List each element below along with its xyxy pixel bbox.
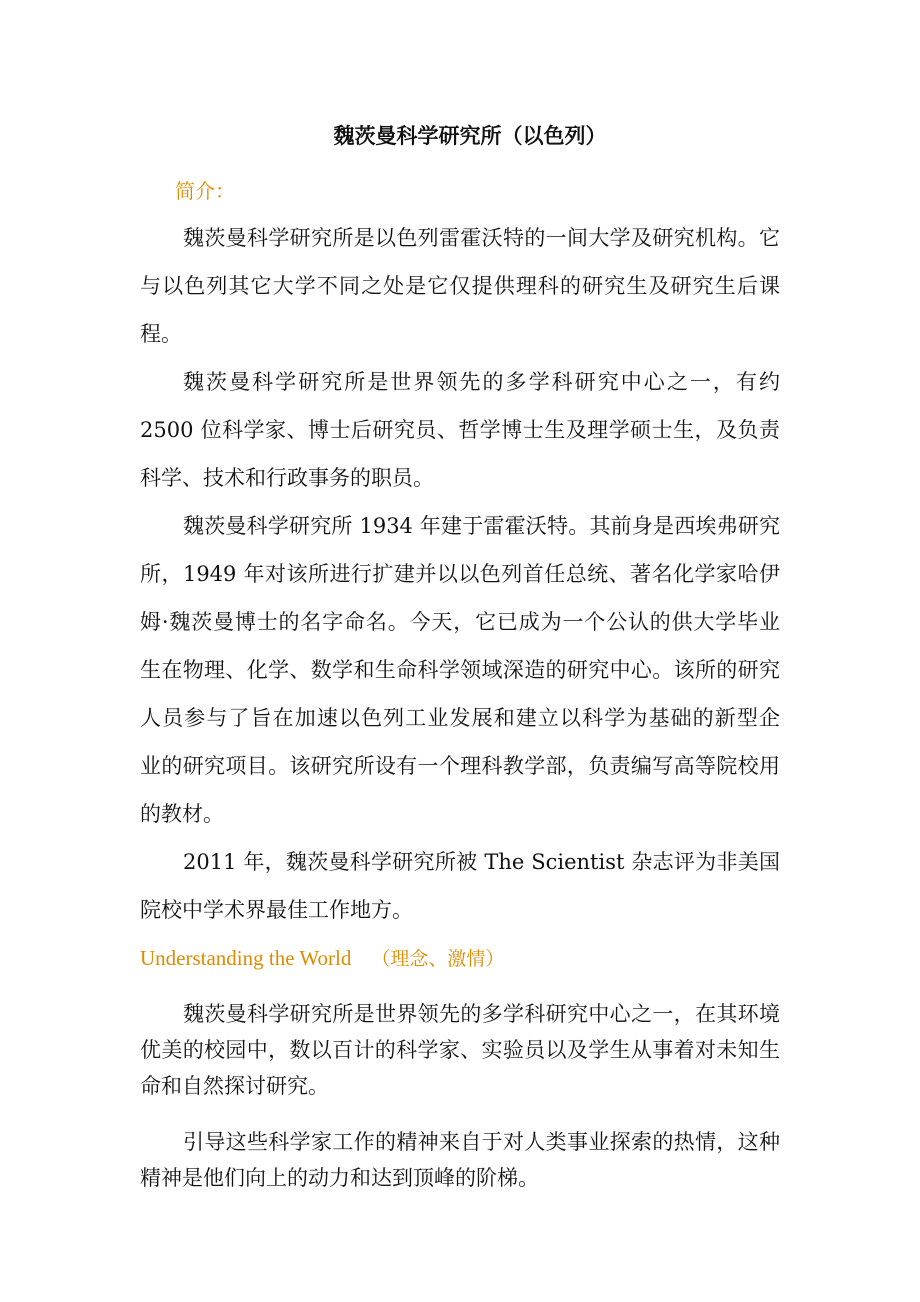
text-line: 命和自然探讨研究。 (140, 1074, 329, 1098)
text-line: 魏茨曼科学研究所是世界领先的多学科研究中心之一，有约 (183, 370, 780, 394)
text-line: 院校中学术界最佳工作地方。 (140, 898, 413, 922)
text-line: 2500 位科学家、博士后研究员、哲学博士生及理学硕士生，及负责 (140, 418, 780, 442)
document-title: 魏茨曼科学研究所（以色列） (333, 123, 607, 148)
text-line: 精神是他们向上的动力和达到顶峰的阶梯。 (140, 1166, 539, 1190)
paragraph-6 (140, 1124, 780, 1196)
text-line: 优美的校园中，数以百计的科学家、实验员以及学生从事着对未知生 (140, 1038, 780, 1062)
paragraph-3 (140, 502, 780, 838)
text-line: 的教材。 (140, 802, 224, 826)
text-line: 业的研究项目。该研究所设有一个理科教学部，负责编写高等院校用 (140, 754, 780, 778)
text-line: 人员参与了旨在加速以色列工业发展和建立以科学为基础的新型企 (140, 706, 780, 730)
text-line: 引导这些科学家工作的精神来自于对人类事业探索的热情，这种 (183, 1130, 780, 1154)
text-line: 姆·魏茨曼博士的名字命名。今天，它已成为一个公认的供大学毕业 (140, 610, 780, 634)
text-line: 魏茨曼科学研究所是世界领先的多学科研究中心之一，在其环境 (183, 1002, 780, 1026)
text-line: 与以色列其它大学不同之处是它仅提供理科的研究生及研究生后课 (140, 274, 780, 298)
paragraph-1 (140, 214, 780, 358)
text-line: 所，1949 年对该所进行扩建并以以色列首任总统、著名化学家哈伊 (140, 562, 780, 586)
section-heading-en: Understanding the World (140, 946, 352, 970)
text-line: 魏茨曼科学研究所 1934 年建于雷霍沃特。其前身是西埃弗研究 (183, 514, 780, 538)
paragraph-2 (140, 358, 780, 502)
paragraph-5 (140, 996, 780, 1104)
text-line: 科学、技术和行政事务的职员。 (140, 466, 434, 490)
section-heading (140, 944, 504, 971)
section-heading-cn: （理念、激情） (371, 948, 505, 970)
paragraph-4 (140, 838, 780, 934)
text-line: 魏茨曼科学研究所是以色列雷霍沃特的一间大学及研究机构。它 (183, 226, 780, 250)
text-line: 生在物理、化学、数学和生命科学领域深造的研究中心。该所的研究 (140, 658, 780, 682)
text-line: 2011 年，魏茨曼科学研究所被 The Scientist 杂志评为非美国 (183, 850, 780, 874)
intro-heading: 简介： (175, 179, 235, 203)
text-line: 程。 (140, 322, 182, 346)
